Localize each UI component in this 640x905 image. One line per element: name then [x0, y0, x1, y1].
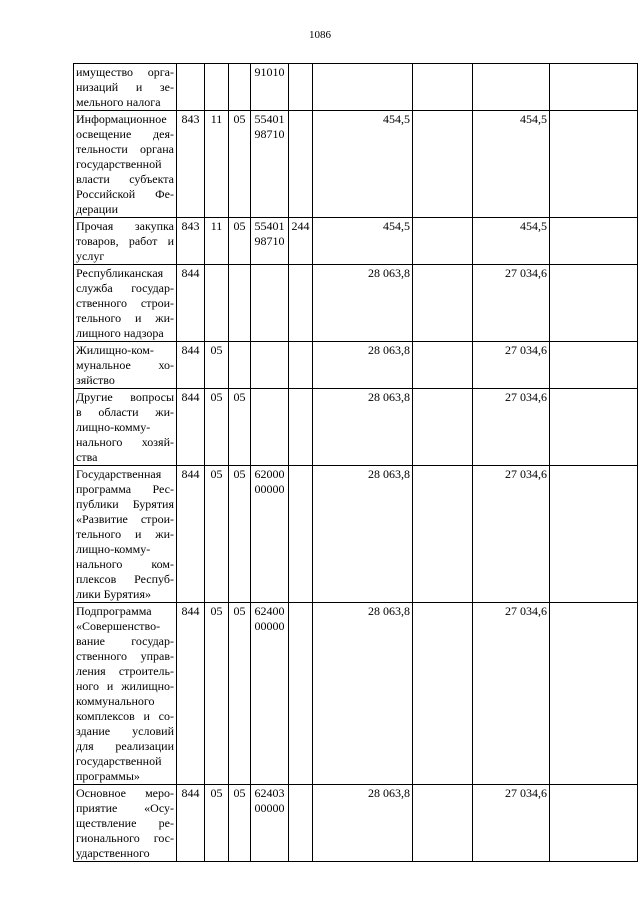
target-article-part: 55401 [254, 112, 285, 126]
item-name-line: услуг [76, 249, 105, 263]
item-name-line: лищного надзора [76, 326, 164, 340]
item-name-line: Республиканская [76, 266, 164, 280]
item-name-line: ударственного [76, 846, 150, 860]
item-name-line: нального хозяй- [76, 435, 174, 449]
target-article-part: 00000 [254, 482, 285, 496]
subsection-code-cell: 05 [229, 466, 251, 603]
item-name-line: ственного строи- [76, 296, 174, 310]
item-name-cell [74, 64, 177, 111]
amount-cell-2: 27 034,6 [473, 265, 550, 342]
amount-cell-1: 28 063,8 [313, 342, 413, 389]
empty-cell [413, 603, 473, 785]
item-name-line: Прочая закупка [76, 219, 174, 233]
item-name-cell [74, 111, 177, 218]
amount-cell-2: 27 034,6 [473, 389, 550, 466]
item-name-line: служба государ- [76, 281, 174, 295]
ministry-code-cell: 844 [177, 785, 205, 862]
target-article-part: 91010 [254, 65, 285, 79]
target-article-cell [251, 265, 289, 342]
item-name-line: низаций и зе- [76, 80, 174, 94]
item-name-line: коммунального [76, 694, 155, 708]
item-name-line: гионального гос- [76, 831, 174, 845]
target-article-part: 62403 [254, 786, 285, 800]
ministry-code-cell: 844 [177, 389, 205, 466]
expense-type-cell [289, 389, 313, 466]
amount-cell-2: 454,5 [473, 218, 550, 265]
item-name-line: здание условий [76, 724, 174, 738]
empty-cell [550, 265, 638, 342]
target-article-cell [251, 603, 289, 785]
ministry-code-cell: 843 [177, 218, 205, 265]
budget-table [73, 63, 638, 862]
empty-cell [413, 111, 473, 218]
expense-type-cell [289, 64, 313, 111]
item-name-line: Жилищно-ком- [76, 343, 154, 357]
item-name-line: приятие «Осу- [76, 801, 174, 815]
item-name-cell [74, 466, 177, 603]
item-name-line: Другие вопросы [76, 390, 174, 404]
item-name-line: программы» [76, 769, 140, 783]
section-code-cell: 05 [205, 466, 229, 603]
target-article-part: 62000 [254, 467, 285, 481]
subsection-code-cell [229, 342, 251, 389]
expense-type-cell [289, 603, 313, 785]
expense-type-cell: 244 [289, 218, 313, 265]
target-article-part: 98710 [254, 234, 285, 248]
item-name-line: зяйство [76, 373, 115, 387]
item-name-cell [74, 342, 177, 389]
item-name-line: товаров, работ и [76, 234, 174, 248]
item-name-line: освещение дея- [76, 127, 174, 141]
subsection-code-cell: 05 [229, 218, 251, 265]
table-row [74, 111, 638, 218]
ministry-code-cell: 844 [177, 265, 205, 342]
target-article-cell [251, 466, 289, 603]
item-name-line: лики Бурятия» [76, 587, 151, 601]
item-name-line: ществление ре- [76, 816, 174, 830]
item-name-line: дерации [76, 202, 119, 216]
item-name-line: «Совершенство- [76, 619, 161, 633]
item-name-line: государственной [76, 157, 162, 171]
item-name-line: тельного и жи- [76, 527, 174, 541]
expense-type-cell [289, 785, 313, 862]
target-article-cell [251, 111, 289, 218]
item-name-line: программа Рес- [76, 482, 174, 496]
item-name-line: мунальное хо- [76, 358, 174, 372]
item-name-line: Государственная [76, 467, 162, 481]
table-row [74, 64, 638, 111]
target-article-part: 00000 [254, 619, 285, 633]
subsection-code-cell: 05 [229, 785, 251, 862]
expense-type-cell [289, 265, 313, 342]
ministry-code-cell: 844 [177, 342, 205, 389]
section-code-cell: 05 [205, 785, 229, 862]
item-name-line: Информационное [76, 112, 167, 126]
subsection-code-cell: 05 [229, 111, 251, 218]
item-name-cell [74, 218, 177, 265]
empty-cell [550, 466, 638, 603]
target-article-cell [251, 218, 289, 265]
empty-cell [413, 64, 473, 111]
amount-cell-2: 27 034,6 [473, 342, 550, 389]
item-name-cell [74, 603, 177, 785]
subsection-code-cell: 05 [229, 389, 251, 466]
page-number: 1086 [309, 29, 331, 41]
item-name-line: ления строитель- [76, 664, 174, 678]
item-name-line: публики Бурятия [76, 497, 174, 511]
expense-type-cell [289, 111, 313, 218]
section-code-cell: 05 [205, 603, 229, 785]
item-name-line: для реализации [76, 739, 174, 753]
table-row [74, 603, 638, 785]
amount-cell-1: 454,5 [313, 111, 413, 218]
item-name-line: в области жи- [76, 405, 174, 419]
section-code-cell: 05 [205, 342, 229, 389]
empty-cell [550, 64, 638, 111]
table-row [74, 218, 638, 265]
amount-cell-2: 27 034,6 [473, 603, 550, 785]
table-row [74, 342, 638, 389]
item-name-line: ства [76, 450, 98, 464]
ministry-code-cell: 843 [177, 111, 205, 218]
table-row [74, 265, 638, 342]
amount-cell-2: 454,5 [473, 111, 550, 218]
amount-cell-1: 28 063,8 [313, 466, 413, 603]
item-name-line: вание государ- [76, 634, 174, 648]
subsection-code-cell [229, 64, 251, 111]
target-article-part: 00000 [254, 801, 285, 815]
table-row [74, 785, 638, 862]
empty-cell [550, 389, 638, 466]
target-article-cell [251, 785, 289, 862]
item-name-cell [74, 785, 177, 862]
item-name-line: лищно-комму- [76, 420, 151, 434]
amount-cell-1: 28 063,8 [313, 389, 413, 466]
target-article-part: 62400 [254, 604, 285, 618]
expense-type-cell [289, 466, 313, 603]
item-name-line: государственной [76, 754, 162, 768]
table-row [74, 466, 638, 603]
amount-cell-1: 28 063,8 [313, 785, 413, 862]
empty-cell [413, 265, 473, 342]
item-name-line: мельного налога [76, 95, 161, 109]
amount-cell-1: 454,5 [313, 218, 413, 265]
item-name-line: Основное меро- [76, 786, 174, 800]
item-name-line: власти субъекта [76, 172, 174, 186]
empty-cell [550, 111, 638, 218]
amount-cell-1: 28 063,8 [313, 265, 413, 342]
item-name-line: тельности органа [76, 142, 174, 156]
item-name-line: Подпрограмма [76, 604, 152, 618]
empty-cell [413, 342, 473, 389]
table-row [74, 389, 638, 466]
target-article-part: 55401 [254, 219, 285, 233]
item-name-cell [74, 265, 177, 342]
item-name-line: имущество орга- [76, 65, 174, 79]
amount-cell-1 [313, 64, 413, 111]
item-name-line: «Развитие строи- [76, 512, 174, 526]
subsection-code-cell [229, 265, 251, 342]
item-name-line: Российской Фе- [76, 187, 174, 201]
empty-cell [413, 785, 473, 862]
item-name-line: комплексов и со- [76, 709, 174, 723]
ministry-code-cell [177, 64, 205, 111]
empty-cell [413, 389, 473, 466]
target-article-part: 98710 [254, 127, 285, 141]
amount-cell-1: 28 063,8 [313, 603, 413, 785]
empty-cell [550, 603, 638, 785]
empty-cell [550, 218, 638, 265]
expense-type-cell [289, 342, 313, 389]
amount-cell-2: 27 034,6 [473, 466, 550, 603]
empty-cell [550, 342, 638, 389]
section-code-cell [205, 64, 229, 111]
section-code-cell [205, 265, 229, 342]
section-code-cell: 11 [205, 218, 229, 265]
amount-cell-2 [473, 64, 550, 111]
ministry-code-cell: 844 [177, 603, 205, 785]
item-name-line: ственного управ- [76, 649, 174, 663]
target-article-cell [251, 64, 289, 111]
empty-cell [550, 785, 638, 862]
target-article-cell [251, 342, 289, 389]
item-name-line: плексов Респуб- [76, 572, 174, 586]
section-code-cell: 05 [205, 389, 229, 466]
empty-cell [413, 218, 473, 265]
item-name-line: тельного и жи- [76, 311, 174, 325]
empty-cell [413, 466, 473, 603]
ministry-code-cell: 844 [177, 466, 205, 603]
amount-cell-2: 27 034,6 [473, 785, 550, 862]
section-code-cell: 11 [205, 111, 229, 218]
item-name-line: ного и жилищно- [76, 679, 174, 693]
subsection-code-cell: 05 [229, 603, 251, 785]
item-name-line: лищно-комму- [76, 542, 151, 556]
item-name-cell [74, 389, 177, 466]
target-article-cell [251, 389, 289, 466]
item-name-line: нального ком- [76, 557, 174, 571]
